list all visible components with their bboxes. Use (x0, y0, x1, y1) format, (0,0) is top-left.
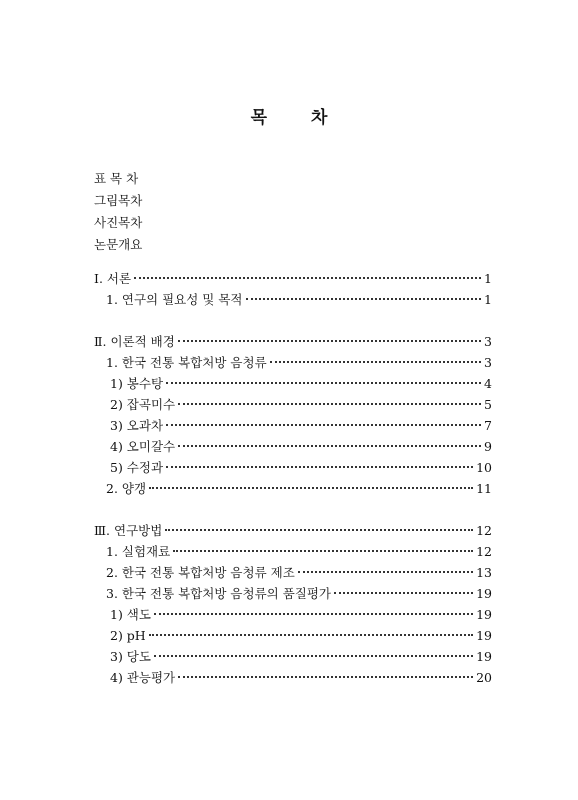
front-matter-item[interactable]: 그림목차 (94, 193, 143, 208)
toc-entry-page: 1 (484, 292, 492, 307)
page-title (0, 103, 578, 128)
toc-leader (334, 592, 473, 594)
toc-leader (178, 340, 481, 342)
toc-entry-subsection[interactable] (110, 374, 492, 394)
toc-entry-page: 19 (476, 649, 492, 664)
toc-entry-label: 2. 한국 전통 복합처방 음청류 제조 (106, 565, 295, 580)
toc-entry-label: 1. 연구의 필요성 및 목적 (106, 292, 243, 307)
toc-entry-chapter[interactable] (94, 332, 492, 352)
toc-entry-subsection[interactable] (110, 416, 492, 436)
toc-entry-label: 3) 당도 (110, 649, 151, 664)
toc-entry-label: 5) 수정과 (110, 460, 164, 475)
toc-entry-page: 4 (484, 376, 492, 391)
toc-entry-page: 19 (476, 607, 492, 622)
toc-entry-chapter[interactable] (94, 521, 492, 541)
toc-entry-label: 1) 봉수탕 (110, 376, 164, 391)
toc-entry-page: 3 (484, 355, 492, 370)
toc-entry-section[interactable] (106, 479, 492, 499)
front-matter-item[interactable]: 표 목 차 (94, 171, 139, 186)
toc-entry-label: 1. 한국 전통 복합처방 음청류 (106, 355, 267, 370)
page-title-right: 차 (311, 108, 328, 128)
front-matter-list (94, 168, 142, 256)
toc-entry-label: 3. 한국 전통 복합처방 음청류의 품질평가 (106, 586, 331, 601)
toc-entry-page: 5 (484, 397, 492, 412)
toc-leader (165, 529, 473, 531)
toc-leader (270, 361, 481, 363)
toc-entry-subsection[interactable] (110, 437, 492, 457)
toc-leader (149, 634, 473, 636)
toc-entry-page: 12 (476, 544, 492, 559)
front-matter-item[interactable]: 논문개요 (94, 237, 143, 252)
toc-entry-page: 19 (476, 628, 492, 643)
toc-entry-label: 2. 양갱 (106, 481, 147, 496)
toc-entry-section[interactable] (106, 290, 492, 310)
toc-entry-subsection[interactable] (110, 395, 492, 415)
toc-leader (154, 655, 473, 657)
toc-leader (166, 466, 473, 468)
toc-entry-label: Ⅱ. 이론적 배경 (94, 334, 175, 349)
toc-entry-label: 2) 잡곡미수 (110, 397, 176, 412)
toc-entry-label: 2) pH (110, 628, 146, 643)
toc-entry-subsection[interactable] (110, 626, 492, 646)
toc-leader (166, 382, 481, 384)
toc-entry-section[interactable] (106, 563, 492, 583)
toc-leader (173, 550, 473, 552)
toc-leader (246, 298, 482, 300)
toc-leader (298, 571, 473, 573)
toc-entry-label: 1. 실험재료 (106, 544, 171, 559)
toc-entry-chapter[interactable] (94, 269, 492, 289)
toc-entry-page: 10 (476, 460, 492, 475)
toc-entry-page: 19 (476, 586, 492, 601)
toc-entry-page: 11 (476, 481, 492, 496)
front-matter-item[interactable]: 사진목차 (94, 215, 143, 230)
toc-entry-label: 4) 관능평가 (110, 670, 176, 685)
toc-entry-page: 20 (476, 670, 492, 685)
toc-leader (134, 277, 481, 279)
toc-entry-page: 3 (484, 334, 492, 349)
toc-leader (178, 403, 481, 405)
toc-leader (166, 424, 481, 426)
toc-entry-subsection[interactable] (110, 458, 492, 478)
toc-entry-label: 3) 오과차 (110, 418, 164, 433)
toc-entry-label: Ⅲ. 연구방법 (94, 523, 163, 538)
toc-entry-section[interactable] (106, 584, 492, 604)
toc-entry-label: 1) 색도 (110, 607, 151, 622)
toc-entry-subsection[interactable] (110, 668, 492, 688)
toc-leader (149, 487, 473, 489)
toc-leader (154, 613, 473, 615)
toc-entry-section[interactable] (106, 542, 492, 562)
page-title-left: 목 (250, 108, 267, 128)
toc-entry-page: 13 (476, 565, 492, 580)
toc-entry-page: 9 (484, 439, 492, 454)
toc-entry-subsection[interactable] (110, 605, 492, 625)
toc-entry-label: 4) 오미갈수 (110, 439, 176, 454)
toc-leader (178, 445, 481, 447)
toc-entry-section[interactable] (106, 353, 492, 373)
toc-entry-page: 1 (484, 271, 492, 286)
toc-entry-page: 12 (476, 523, 492, 538)
toc-leader (178, 676, 473, 678)
toc-entry-label: Ⅰ. 서론 (94, 271, 132, 286)
toc-entry-subsection[interactable] (110, 647, 492, 667)
toc-entry-page: 7 (484, 418, 492, 433)
